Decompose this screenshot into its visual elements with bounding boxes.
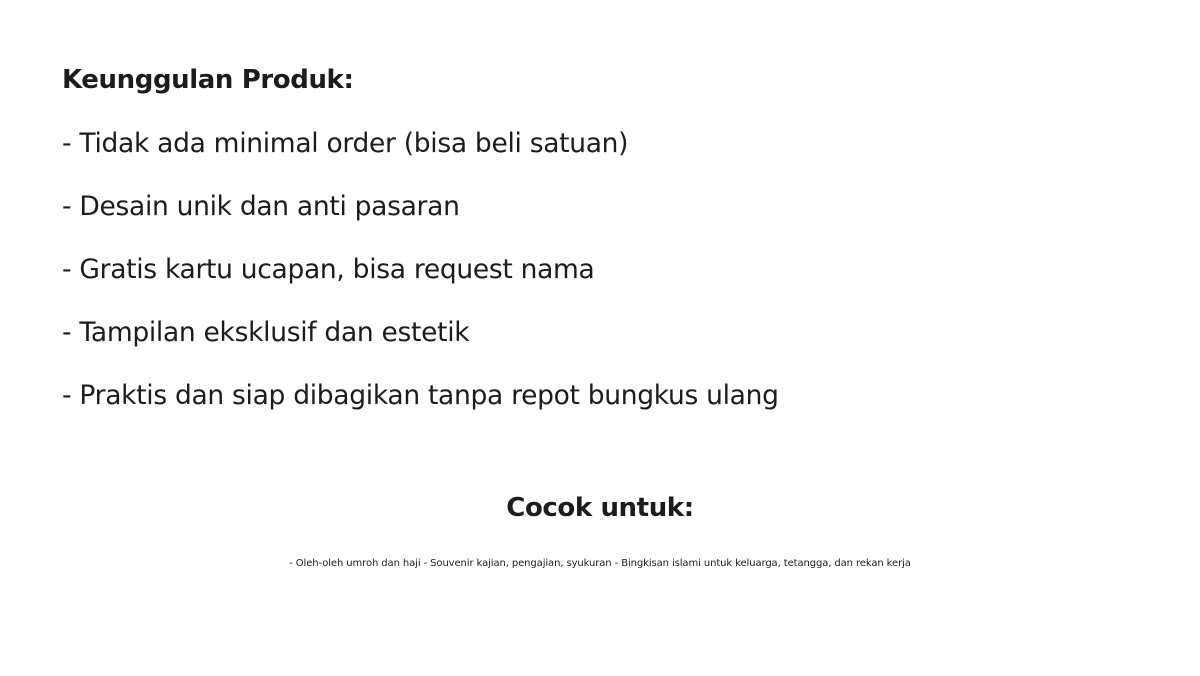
advantage-item-5: - Praktis dan siap dibagikan tanpa repot bungkus ulang [62,380,779,411]
advantage-item-1: - Tidak ada minimal order (bisa beli satuan) [62,128,629,159]
advantage-item-4: - Tampilan eksklusif dan estetik [62,317,470,348]
advantage-item-2: - Desain unik dan anti pasaran [62,191,460,222]
advantages-heading: Keunggulan Produk: [62,65,354,95]
suitable-for-heading: Cocok untuk: [506,493,694,523]
advantages-list [62,124,779,439]
suitable-for-text: - Oleh-oleh umroh dan haji - Souvenir kajian, pengajian, syukuran - Bingkisan islami untuk keluarga, tetangga, dan rekan kerja [289,558,911,569]
advantage-item-3: - Gratis kartu ucapan, bisa request nama [62,254,595,285]
